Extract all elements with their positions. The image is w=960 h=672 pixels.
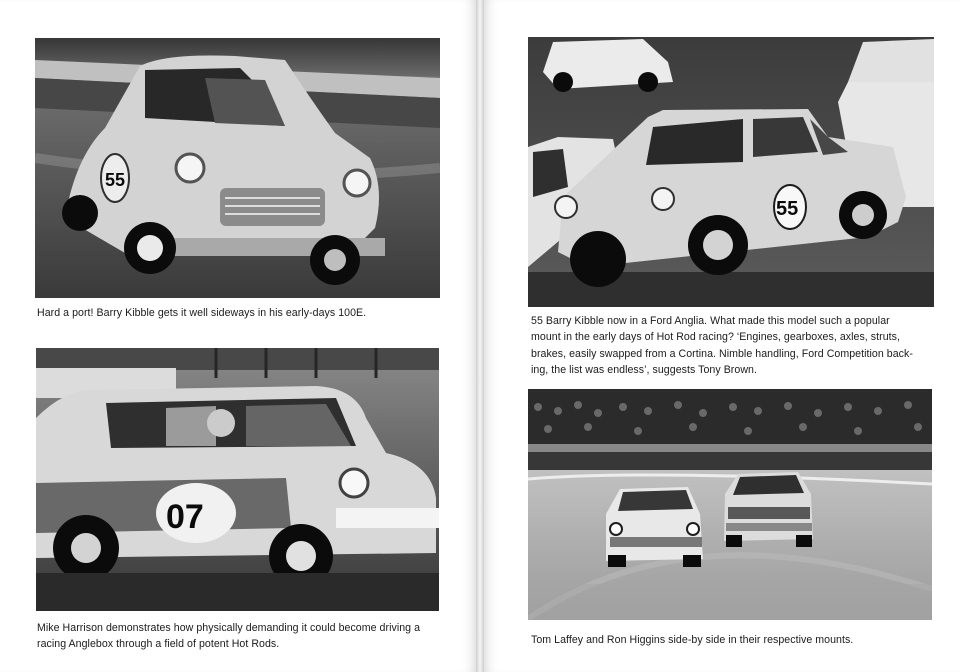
photo-barry-kibble-anglia <box>528 37 934 307</box>
photo-100e-artwork <box>35 38 440 298</box>
caption-line: Tom Laffey and Ron Higgins side-by side in their respective mounts. <box>531 634 854 646</box>
caption-line: 55 Barry Kibble now in a Ford Anglia. What made this model such a popular <box>531 315 890 327</box>
photo-anglia-artwork <box>528 37 934 307</box>
caption-line: racing Anglebox through a field of potent Hot Rods. <box>37 638 280 651</box>
photo-barry-kibble-100e <box>35 38 440 298</box>
caption-photo-100e <box>37 305 447 321</box>
caption-line: ing, the list was endless’, suggests Tony Brown. <box>531 364 757 377</box>
caption-line: Mike Harrison demonstrates how physically demanding it could become driving a <box>37 622 421 634</box>
caption-photo-laffey-higgins <box>531 632 936 648</box>
car-number-07-door: 07 <box>166 498 204 536</box>
caption-line: mount in the early days of Hot Rod racing? ‘Engines, gearboxes, axles, struts, <box>531 331 900 344</box>
car-number-55-door: 55 <box>776 198 799 220</box>
photo-laffey-higgins <box>528 389 932 620</box>
photo-mike-harrison-anglebox <box>36 348 439 611</box>
car-left <box>606 487 703 567</box>
book-gutter <box>476 0 484 672</box>
caption-line: Hard a port! Barry Kibble gets it well sideways in his early-days 100E. <box>37 307 367 319</box>
photo-laffey-higgins-artwork <box>528 389 932 620</box>
car-number-55-door: 55 <box>105 170 126 190</box>
caption-photo-anglebox <box>37 620 447 653</box>
caption-line: brakes, easily swapped from a Cortina. Nimble handling, Ford Competition back- <box>531 347 913 360</box>
caption-photo-anglia <box>531 313 936 379</box>
photo-anglebox-artwork <box>36 348 439 611</box>
car-right <box>724 472 813 547</box>
